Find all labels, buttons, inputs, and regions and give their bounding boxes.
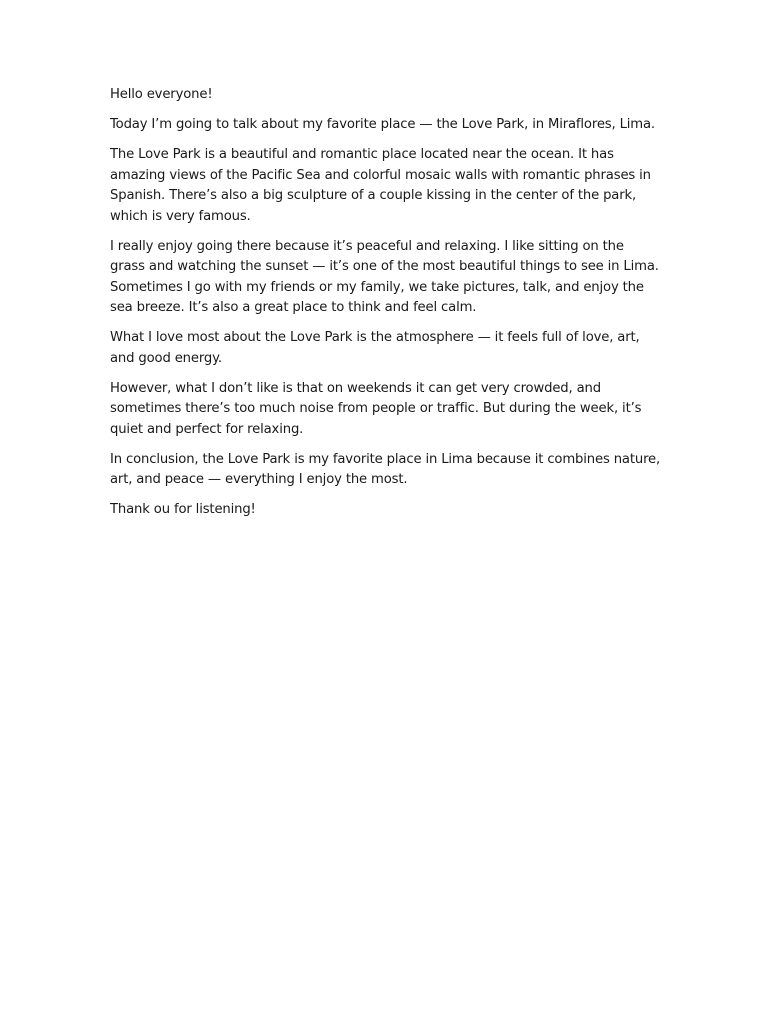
conclusion-paragraph: In conclusion, the Love Park is my favorite place in Lima because it combines nature, art, and peace — everything I enjoy the most. — [110, 451, 661, 487]
greeting-paragraph: Hello everyone! — [110, 87, 213, 102]
enjoyment-paragraph: I really enjoy going there because it’s peaceful and relaxing. I like sitting on the grass and watching the sunset — it’s one of the most beautiful things to see in Lima. Sometimes I go with my friends or my family, we take pictures, talk, and enjoy the sea breeze. It’s also a great place to think and feel calm. — [110, 238, 659, 315]
intro-paragraph: Today I’m going to talk about my favorite place — the Love Park, in Miraflores, Lima. — [110, 117, 655, 132]
closing-paragraph: Thank ou for listening! — [110, 502, 256, 517]
dislike-paragraph: However, what I don’t like is that on weekends it can get very crowded, and sometimes there’s too much noise from people or traffic. But during the week, it’s quiet and perfect for relaxing. — [110, 380, 642, 437]
description-paragraph: The Love Park is a beautiful and romantic place located near the ocean. It has amazing views of the Pacific Sea and colorful mosaic walls with romantic phrases in Spanish. There’s also a big sculpture of a couple kissing in the center of the park, which is very famous. — [110, 147, 651, 224]
document-body — [110, 85, 662, 530]
favorite-aspect-paragraph: What I love most about the Love Park is the atmosphere — it feels full of love, art, and good energy. — [110, 330, 640, 366]
